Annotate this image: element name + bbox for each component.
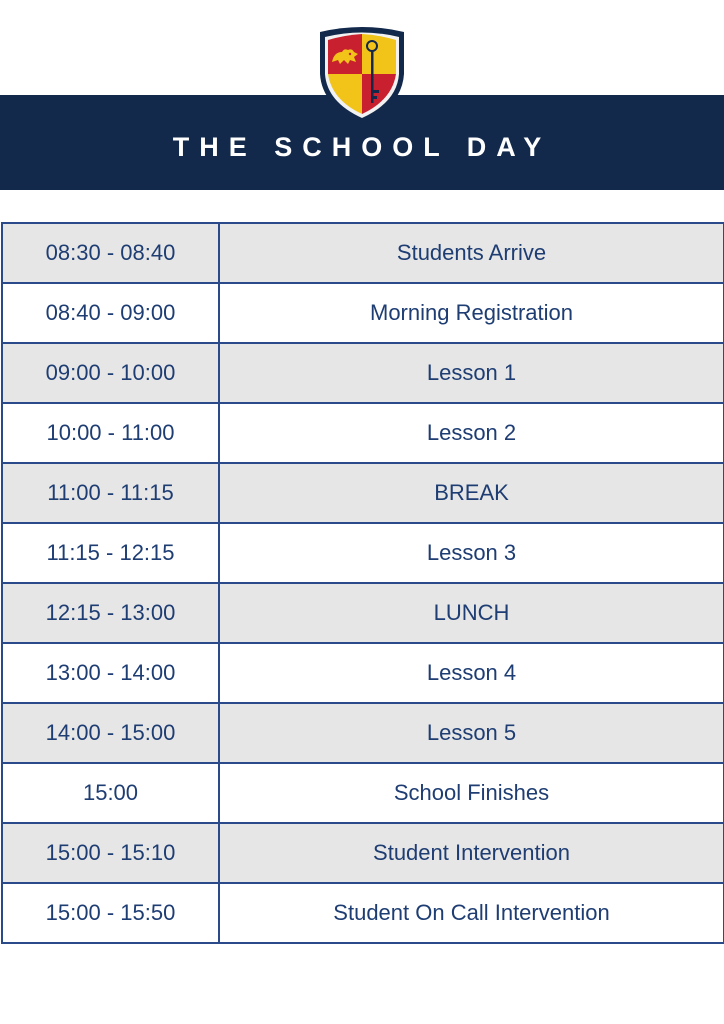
table-row [2, 763, 724, 823]
activity-cell: Student Intervention [219, 823, 724, 883]
time-cell: 15:00 [2, 763, 219, 823]
schedule-table [1, 222, 724, 944]
table-row [2, 823, 724, 883]
activity-cell: Morning Registration [219, 283, 724, 343]
activity-cell: Lesson 4 [219, 643, 724, 703]
time-cell: 15:00 - 15:50 [2, 883, 219, 943]
time-cell: 15:00 - 15:10 [2, 823, 219, 883]
activity-cell: Lesson 5 [219, 703, 724, 763]
time-cell: 08:40 - 09:00 [2, 283, 219, 343]
activity-cell: Lesson 1 [219, 343, 724, 403]
table-row [2, 343, 724, 403]
activity-cell: Lesson 2 [219, 403, 724, 463]
activity-cell: School Finishes [219, 763, 724, 823]
time-cell: 09:00 - 10:00 [2, 343, 219, 403]
time-cell: 10:00 - 11:00 [2, 403, 219, 463]
page-title: THE SCHOOL DAY [172, 132, 552, 162]
activity-cell: Student On Call Intervention [219, 883, 724, 943]
time-cell: 13:00 - 14:00 [2, 643, 219, 703]
table-row [2, 463, 724, 523]
activity-cell: Lesson 3 [219, 523, 724, 583]
time-cell: 12:15 - 13:00 [2, 583, 219, 643]
table-row [2, 283, 724, 343]
table-row [2, 703, 724, 763]
school-crest-icon [314, 24, 410, 128]
table-row [2, 883, 724, 943]
table-row [2, 583, 724, 643]
time-cell: 11:00 - 11:15 [2, 463, 219, 523]
table-row [2, 223, 724, 283]
activity-cell: BREAK [219, 463, 724, 523]
table-row [2, 403, 724, 463]
activity-cell: Students Arrive [219, 223, 724, 283]
table-row [2, 643, 724, 703]
time-cell: 08:30 - 08:40 [2, 223, 219, 283]
time-cell: 14:00 - 15:00 [2, 703, 219, 763]
activity-cell: LUNCH [219, 583, 724, 643]
time-cell: 11:15 - 12:15 [2, 523, 219, 583]
table-row [2, 523, 724, 583]
